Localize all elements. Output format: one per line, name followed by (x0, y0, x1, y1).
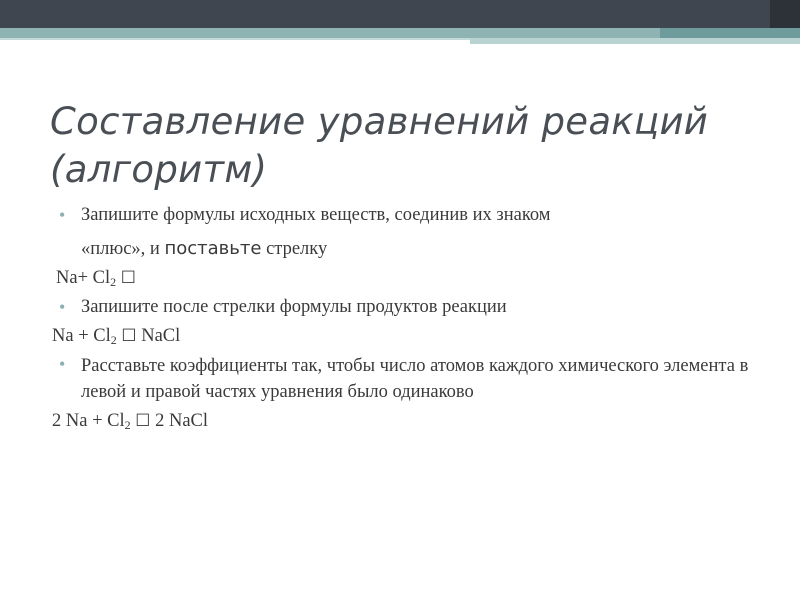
header-band (0, 0, 800, 44)
equation-1-left: Na+ Cl (56, 268, 111, 288)
header-band-dark (0, 0, 800, 28)
slide-content (48, 201, 760, 436)
bullet-2-text: Запишите после стрелки формулы продуктов реакции (81, 297, 507, 317)
bullet-1-line2 (81, 230, 760, 264)
bullet-item-3 (48, 351, 760, 405)
equation-3-left: 2 Na + Cl (52, 411, 125, 431)
bullet-1-text-b1: «плюс», и (81, 239, 165, 259)
bullet-item-2 (48, 293, 760, 322)
arrow-placeholder-icon: ☐ (135, 411, 151, 431)
arrow-placeholder-icon: ☐ (120, 268, 136, 288)
equation-1-subscript: 2 (110, 275, 117, 289)
equation-3 (48, 405, 760, 436)
arrow-placeholder-icon: ☐ (121, 326, 137, 346)
equation-2-left: Na + Cl (52, 326, 111, 346)
bullet-dot: • (59, 297, 66, 317)
equation-2 (48, 322, 760, 351)
bullet-1-text-b2: стрелку (261, 239, 328, 259)
header-band-teal-light (470, 38, 800, 44)
bullet-dot: • (59, 205, 66, 225)
bullet-1-text-a: Запишите формулы исходных веществ, соединив их знаком (81, 205, 551, 225)
equation-3-right: 2 NaCl (150, 411, 209, 431)
bullet-3-text: Расставьте коэффициенты так, чтобы число атомов каждого химического элемента в левой и правой частях уравнения было одинаково (81, 356, 749, 402)
header-band-right (770, 0, 800, 28)
slide-title (50, 98, 770, 194)
bullet-dot: • (59, 354, 66, 374)
bullet-1-emphasis: поставьте (164, 238, 262, 259)
slide-title-line2: (алгоритм) (50, 148, 268, 191)
equation-2-subscript: 2 (110, 333, 117, 347)
equation-1 (48, 264, 760, 293)
equation-3-subscript: 2 (124, 418, 131, 432)
header-band-line (0, 38, 470, 40)
slide-title-line1: Составление уравнений реакций (50, 100, 709, 143)
header-band-accent (660, 28, 800, 38)
equation-2-right: NaCl (136, 326, 181, 346)
bullet-item-1 (48, 201, 760, 264)
